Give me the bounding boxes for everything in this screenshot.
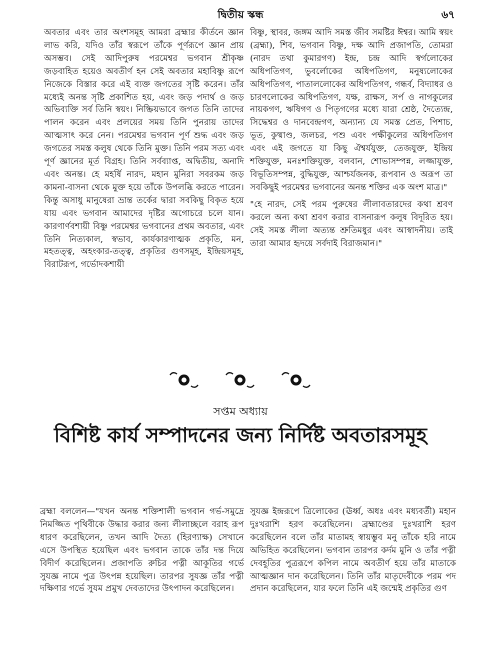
- chapter-title: বিশিষ্ট কার্য সম্পাদনের জন্য নির্দিষ্ট অবতারসমূহ: [54, 423, 427, 447]
- brahma-quote: "হে নারদ, সেই পরম পুরুষের লীলাবতারদের কথা শ্রবণ করলে অন্য কথা শ্রবণ করার বাসনারূপ কলুষ বিদূরিত হয়। সেই সমস্ত লীলা অত্যন্ত শ্রুতিমধুর এবং আস্বাদনীয়। তাই তারা আমার হৃদয়ে সর্বদাই বিরাজমান।": [250, 199, 453, 249]
- ornament-glyph-2: [226, 373, 254, 388]
- bottom-left-column: [40, 506, 244, 596]
- bottom-right-column: [250, 506, 456, 596]
- bottom-left-paragraph: [40, 506, 244, 596]
- top-left-column: [44, 27, 244, 272]
- section-ornament: [0, 368, 481, 392]
- page-number: ৬৭: [441, 9, 455, 21]
- top-right-column: [250, 27, 453, 250]
- top-right-text: বিষ্ণু, স্থাবর, জঙ্গম আদি সমস্ত জীব সমষ্টির ঈশ্বর। আমি স্বয়ং (ব্রহ্মা), শিব, ভগবান বিষ্ণু, দক্ষ আদি প্রজাপতি, তোমরা (নারদ তথা কুমারগণ) ইন্দ্র, চন্দ্র আদি স্বর্গলোকের অধিপতিগণ, ভুবর্লোকের অধিপতিগণ, মনুষ্যলোকের অধিপতিগণ, পাতাললোকের অধিপতিগণ, গন্ধর্ব, বিদ্যাধর ও চারণলোকের অধিপতিগণ, যক্ষ, রাক্ষস, সর্প ও নাগকুলের নায়কগণ, ঋষিগণ ও পিতৃগণের মধ্যে যারা শ্রেষ্ঠ, দৈত্যেন্দ্র, সিদ্ধেশ্বর ও দানবেন্দ্রগণ, অন্যান্য যে সমস্ত প্রেত, পিশাচ, ভূত, কুষ্মাণ্ড, জলচর, পশু এবং পক্ষীকুলের অধিপতিগণ এবং এই জগতে যা কিছু ঐশ্বর্যযুক্ত, তেজযুক্ত, ইন্দ্রিয় শক্তিযুক্ত, মনঃশক্তিযুক্ত, বলবান, শোভাসম্পন্ন, লজ্জাযুক্ত, বিভূতিসম্পন্ন, বুদ্ধিযুক্ত, আশ্চর্যজনক, রূপবান ও অরূপ তা সবকিছুই পরমেশ্বর ভগবানের অনন্ত শক্তির এক অংশ মাত্র।": [250, 28, 453, 193]
- bottom-right-text: সুযজ্ঞ ইন্দ্ররূপে ত্রিলোকের (ঊর্ধ্ব, অধঃ এবং মধ্যবর্তী) মহান দুঃখরাশি হরণ করেছিলেন। ব্রহ্মাণ্ডের দুঃখরাশি হরণ করেছিলেন বলে তাঁর মাতামহ স্বায়ম্ভুব মনু তাঁকে হরি নামে অভিহিত করেছিলেন। ভগবান তারপর কর্দম মুনি ও তাঁর পত্নী দেবহূতির পুত্ররূপে কপিল নামে অবতীর্ণ হয়ে তাঁর মাতাকে আত্মজ্ঞান দান করেছিলেন। তিনি তাঁর মাতৃদেবীকে পরম পদ প্রদান করেছিলেন, যার ফলে তিনি এই জন্মেই প্রকৃতির গুণ: [250, 507, 456, 595]
- top-left-text: অবতার এবং তার অংশসমূহ আমরা ব্রহ্মার কীর্তনে জ্ঞান লাভ করি, যদিও তাঁর স্বরূপে তাঁকে পূর্ণরূপে জ্ঞান প্রায় অসম্ভব। সেই আদিপুরুষ পরমেশ্বর ভগবান শ্রীকৃষ্ণ জড়বাহিত হয়েও অবতীর্ণ হন সেই অবতার মহাবিষ্ণু রূপে নিজেকে বিস্তার করে এই ব্যক্ত জগতের সৃষ্টি করেন। তাঁর মধ্যেই অনন্ত সৃষ্টি প্রকাশিত হয়, এবং জড় পদার্থ ও জড় অভিব্যক্তি সর্ব তিনি স্বয়ং। নিষ্ক্রিয়ভাবে জগত তিনি তাদের পালন করেন এবং প্রলয়ের সময় তিনি পুনরায় তাদের আত্মসাৎ করে নেন। পরমেশ্বর ভগবান পূর্ণ শুদ্ধ এবং জড় জগতের সমস্ত কলুষ থেকে তিনি মুক্ত। তিনি পরম সত্য এবং পূর্ণ জ্ঞানের মূর্ত বিগ্রহ। তিনি সর্বব্যাপ্ত, অদ্বিতীয়, অনাদি এবং অনন্ত। হে মহর্ষি নারদ, মহান মুনিরা সবরকম জড় কামনা-বাসনা থেকে মুক্ত হয়ে তাঁকে উপলব্ধি করতে পারেন। কিন্তু অসাধু মানুষেরা ভ্রান্ত তর্কের দ্বারা সবকিছু বিকৃত হয়ে যায় এবং ভগবান আমাদের দৃষ্টির অগোচরে চলে যান। কারণার্ণবশায়ী বিষ্ণু পরমেশ্বর ভগবানের প্রথম অবতার, এবং তিনি নিত্যকাল, স্বভাব, কার্যকারণাত্মক প্রকৃতি, মন, মহতত্ত্ব, অহংকার-তত্ত্ব, প্রকৃতির গুণসমূহ, ইন্দ্রিয়সমূহ, বিরাটরূপ, গর্ভোদকশায়ী: [44, 28, 244, 271]
- ornament-glyph-1: [170, 373, 198, 388]
- running-header: [0, 8, 481, 24]
- running-title: দ্বিতীয় স্কন্ধ: [217, 9, 264, 21]
- bottom-left-text: "যখন অনন্ত শক্তিশালী ভগবান গর্ভ-সমুদ্রে নিমজ্জিত পৃথিবীকে উদ্ধার করার জন্য লীলাচ্ছলে বরাহ রূপ ধারণ করেছিলেন, তখন আদি দৈত্য (হিরণ্যাক্ষ) সেখানে এসে উপস্থিত হয়েছিল এবং ভগবান তাকে তাঁর দন্ত দিয়ে বিদীর্ণ করেছিলেন। প্রজাপতি রুচির পত্নী আকূতির গর্ভে সুযজ্ঞ নামে পুত্র উৎপন্ন হয়েছিল। তারপর সুযজ্ঞ তাঁর পত্নী দক্ষিণার গর্ভে সুযম প্রমুখ দেবতাদের উৎপাদন করেছিলেন।: [40, 507, 244, 595]
- chapter-label: সপ্তম অধ্যায়: [213, 405, 268, 418]
- ornament-glyph-3: [282, 373, 310, 388]
- speaker-lead: ব্রহ্মা বললেন—: [40, 507, 96, 517]
